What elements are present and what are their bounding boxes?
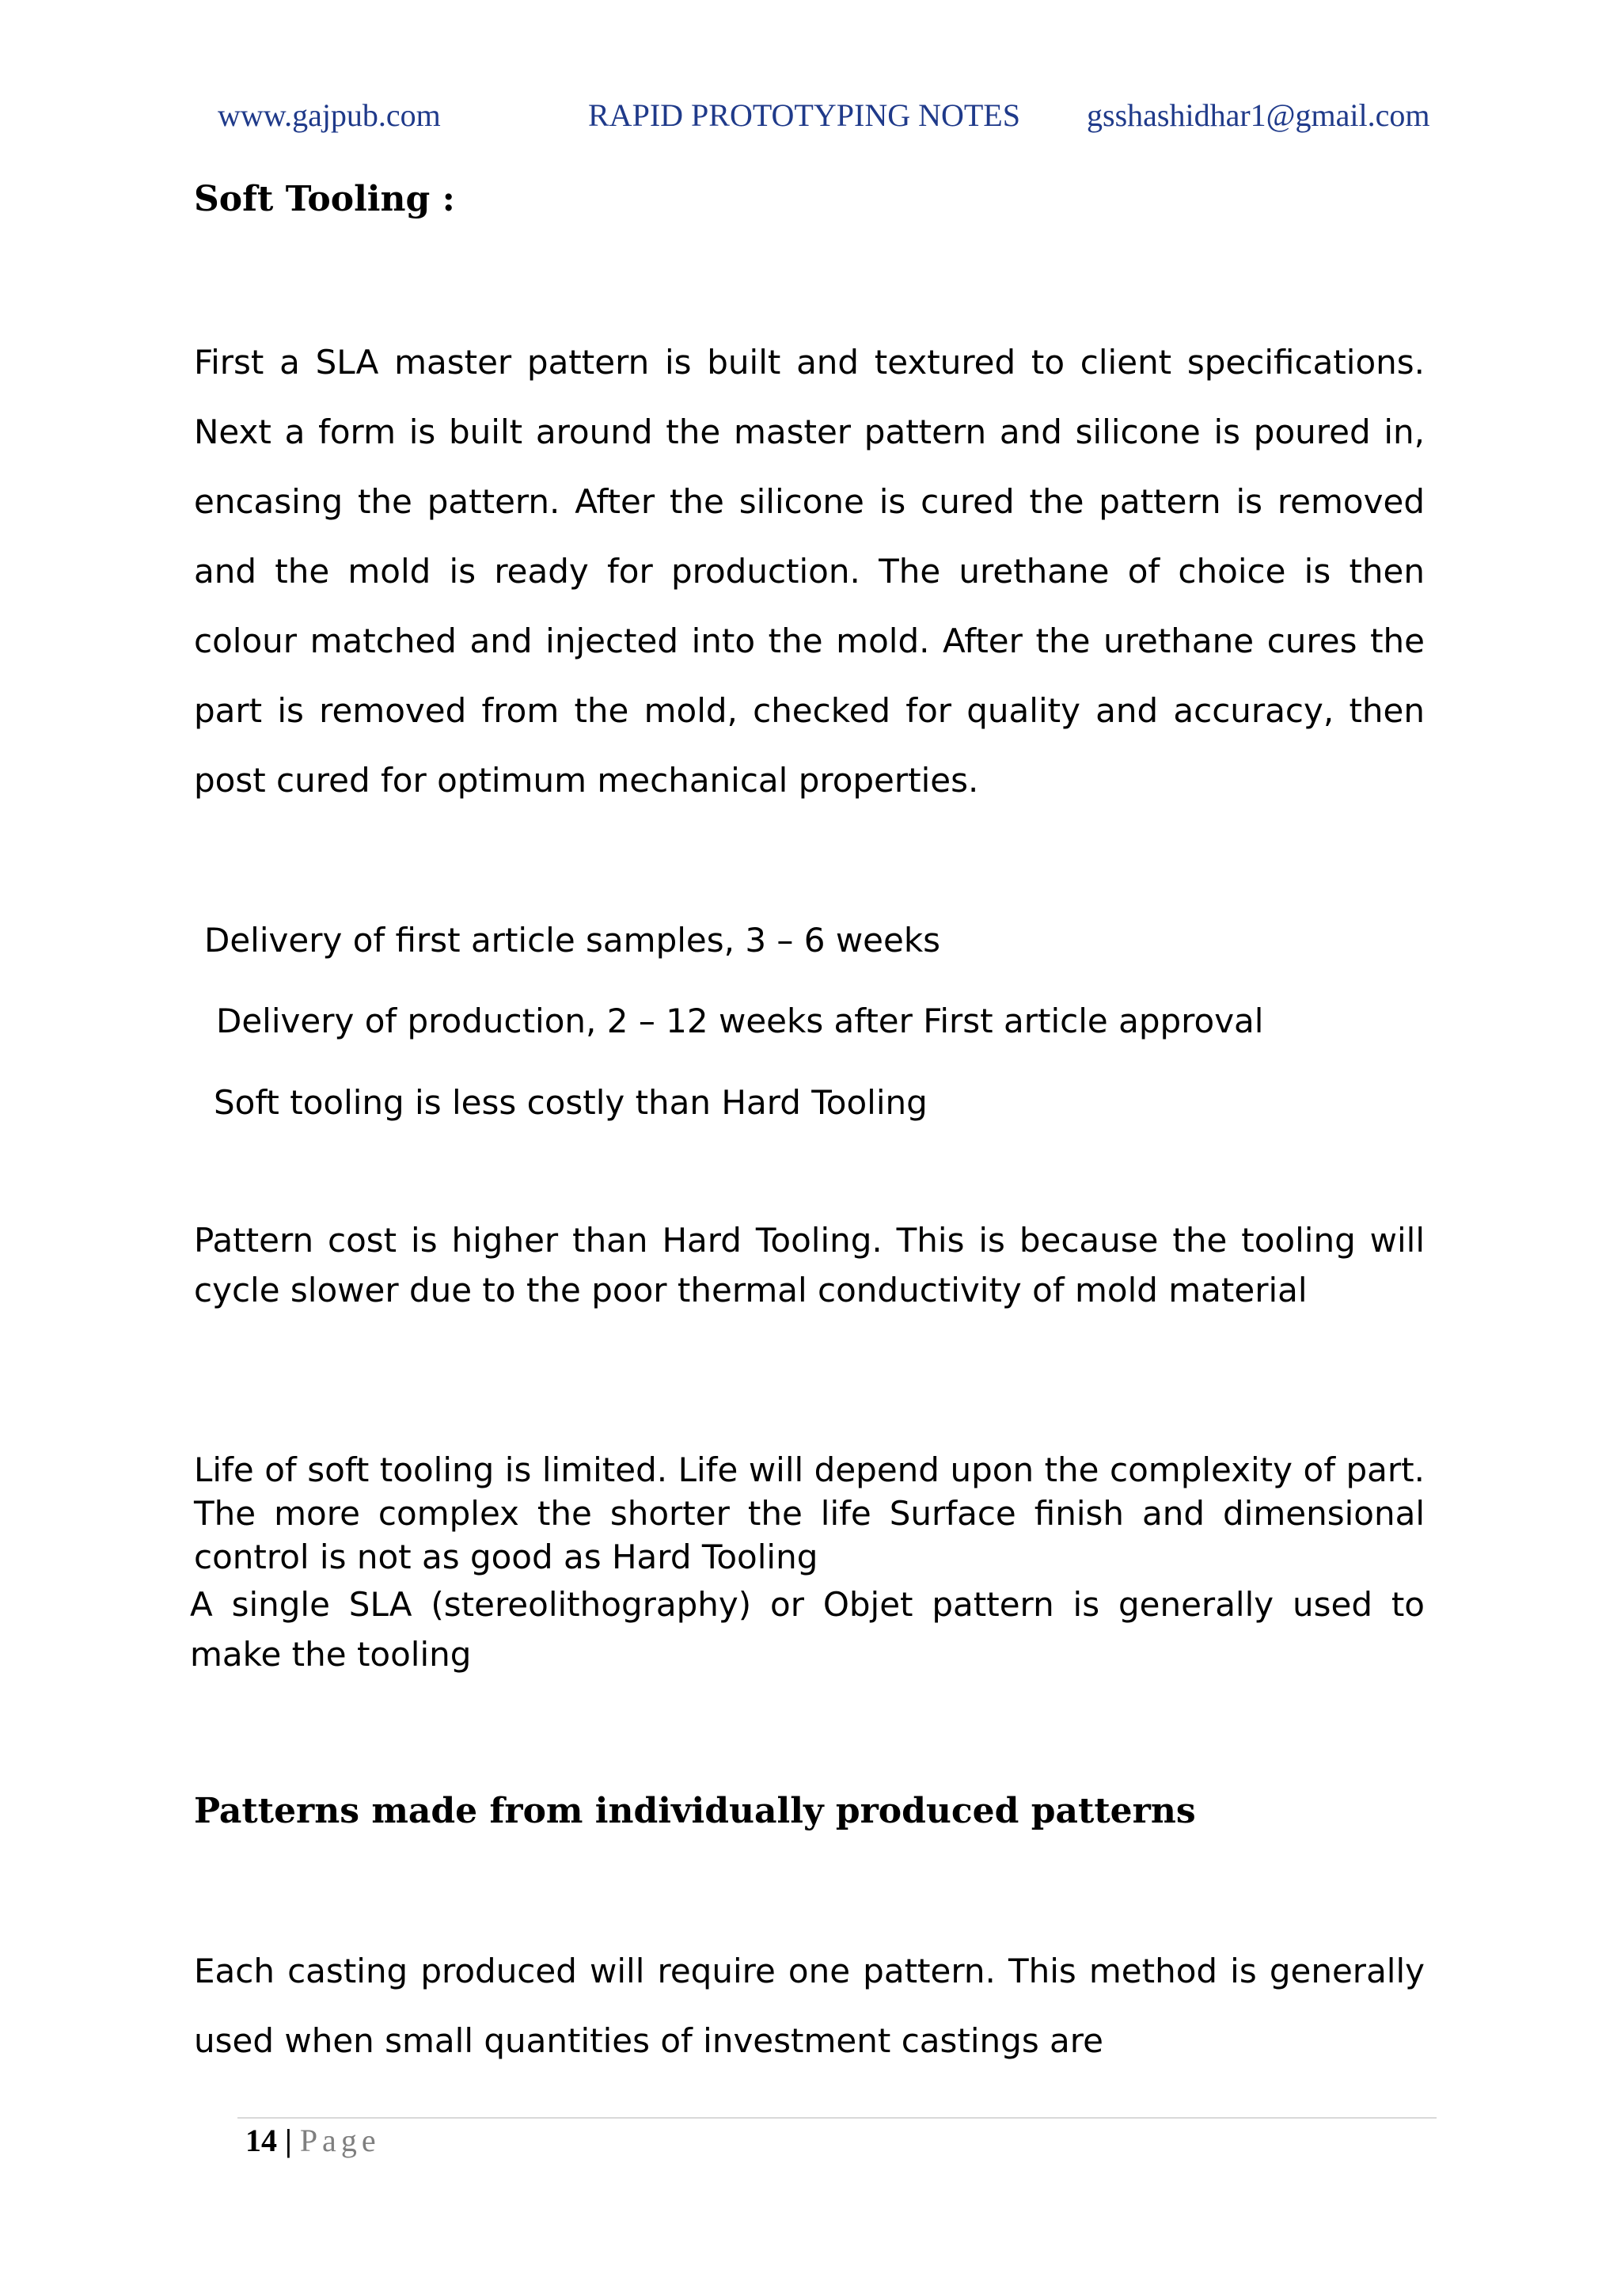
point-cost-comparison: Soft tooling is less costly than Hard Tooling — [214, 1083, 928, 1122]
point-production-delivery: Delivery of production, 2 – 12 weeks after First article approval — [216, 1002, 1264, 1040]
page-label: Page — [299, 2123, 381, 2158]
header-email[interactable]: gsshashidhar1@gmail.com — [1087, 97, 1430, 133]
paragraph-each-casting: Each casting produced will require one pattern. This method is generally used when small quantities of investment castings are — [194, 1952, 1425, 2060]
footer-separator: | — [285, 2123, 292, 2158]
header-title: RAPID PROTOTYPING NOTES — [588, 97, 1020, 133]
section-heading-individual-patterns: Patterns made from individually produced patterns — [194, 1791, 1196, 1831]
page-footer — [245, 2122, 381, 2159]
section-heading-soft-tooling: Soft Tooling : — [194, 179, 455, 219]
paragraph-pattern-cost: Pattern cost is higher than Hard Tooling. This is because the tooling will cycle slower due to the poor thermal conductivity of mold material — [194, 1221, 1425, 1310]
paragraph-process: First a SLA master pattern is built and textured to client specifications. Next a form is built around the master pattern and silicone is poured in, encasing the pattern. After the silicone is cured the pattern is removed and the mold is ready for production. The urethane of choice is then colour matched and injected into the mold. After the urethane cures the part is removed from the mold, checked for quality and accuracy, then post cured for optimum mechanical properties. — [194, 343, 1425, 800]
paragraph-single-pattern: A single SLA (stereolithography) or Objet pattern is generally used to make the tooling — [190, 1585, 1425, 1674]
footer-divider — [237, 2117, 1437, 2119]
paragraph-tooling-life: Life of soft tooling is limited. Life will depend upon the complexity of part. The more complex the shorter the life Surface finish and dimensional control is not as good as Hard Tooling — [194, 1450, 1425, 1576]
header-website[interactable]: www.gajpub.com — [218, 97, 441, 133]
page-number: 14 — [245, 2123, 277, 2158]
point-first-article-delivery: Delivery of first article samples, 3 – 6 weeks — [204, 921, 941, 960]
